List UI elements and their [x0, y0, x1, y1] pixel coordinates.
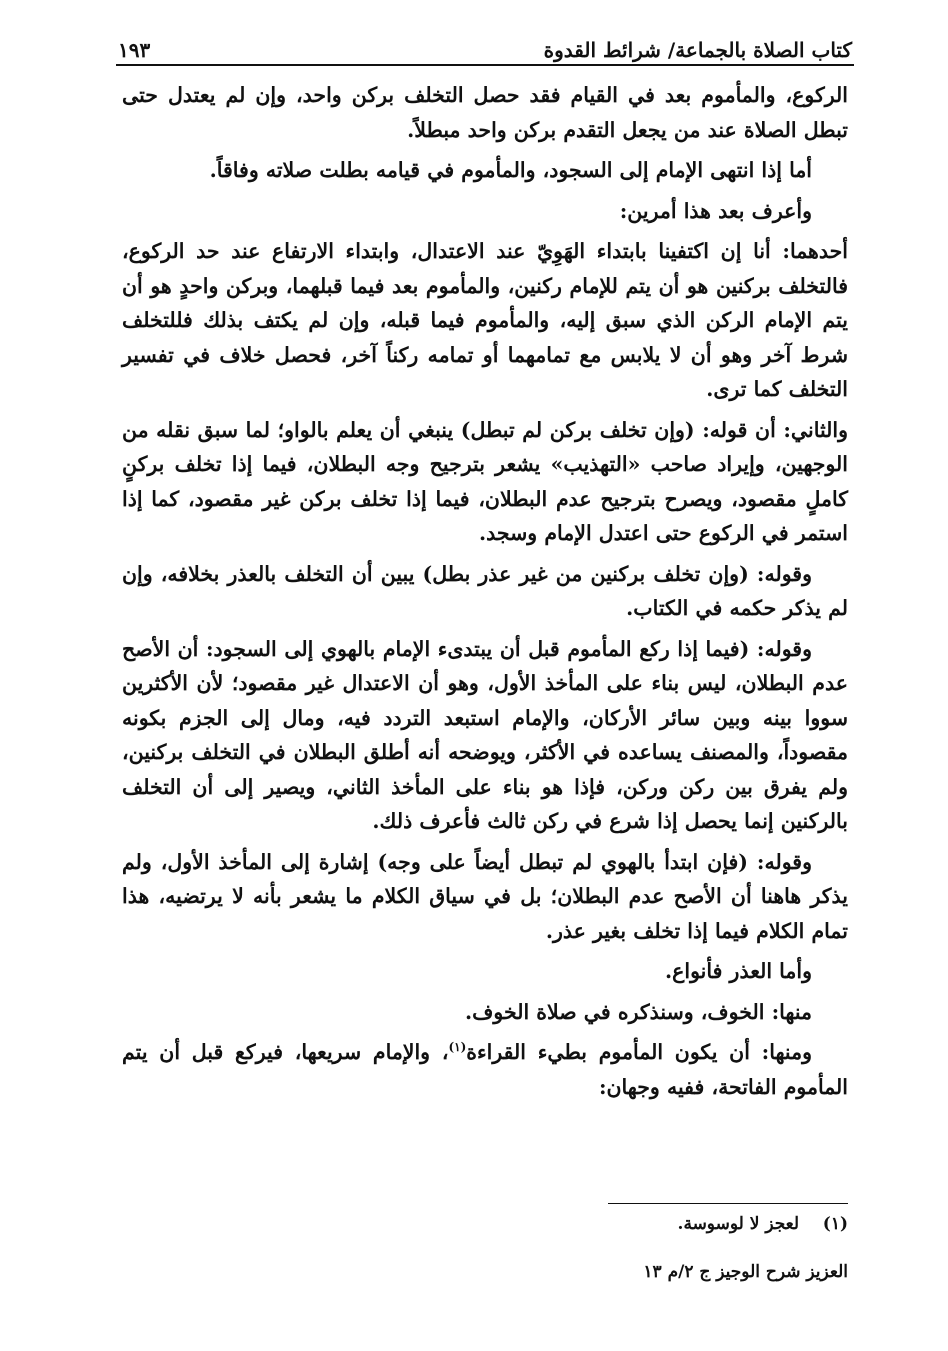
- paragraph: أما إذا انتهى الإمام إلى السجود، والمأموم في قيامه بطلت صلاته وفاقاً.: [209, 158, 812, 182]
- paragraph: وأعرف بعد هذا أمرين:: [619, 198, 812, 223]
- header-title: كتاب الصلاة بالجماعة/ شرائط القدوة: [543, 38, 852, 62]
- footnote-marker: (١): [822, 1214, 848, 1234]
- footnote: [122, 1214, 848, 1234]
- paragraph: وقوله: (فيما إذا ركع المأموم قبل أن يبتدىء الإمام بالهوي إلى السجود: أن الأصح عدم البطلان، ليس بناء على المأخذ الأول، وهو أن الاعتدال غير مقصود؛ لأن الأكثرين سووا بينه وبين سائر الأركان، والإمام استبعد التردد فيه، ومال إلى الجزم بكونه مقصوداً، والمصنف يساعده في الأكثر، ويوضحه أنه أطلق البطلان في التخلف بركنين، ولم يفرق بين ركن وركن، فإذا هو بناء على المأخذ الثاني، ويصير إلى أن التخلف بالركنين إنما يحصل إذا شرع في ركن ثالث فأعرف ذلك.: [122, 636, 848, 833]
- paragraph: ومنها: أن يكون المأموم بطيء القراءة$^{(١)}$، والإمام سريعها، فيركع قبل أن يتم المأموم الفاتحة، ففيه وجهان:: [122, 1040, 848, 1099]
- footnote-reference[interactable]: (١): [448, 1040, 467, 1055]
- page-footer: [122, 1262, 848, 1282]
- paragraph: وأما العذر فأنواع.: [665, 959, 812, 983]
- paragraph: منها: الخوف، وسنذكره في صلاة الخوف.: [465, 999, 812, 1024]
- header-rule: [116, 64, 854, 66]
- paragraph: الركوع، والمأموم بعد في القيام فقد حصل التخلف بركن واحد، وإن لم يعتدل حتى تبطل الصلاة عند من يجعل التقدم بركن واحد مبطلاً.: [122, 83, 848, 142]
- running-header: [118, 26, 852, 62]
- paragraph: وقوله: (وإن تخلف بركنين من غير عذر بطل) يبين أن التخلف بالعذر بخلافه، وإن لم يذكر حكمه في الكتاب.: [122, 561, 848, 620]
- paragraph: والثاني: أن قوله: (وإن تخلف بركن لم تبطل) ينبغي أن يعلم بالواو؛ لما سبق نقله من الوجهين، وإيراد صاحب «التهذيب» يشعر بترجيح وجه البطلان، فيما إذا تخلف بركنٍ كاملٍ مقصود، ويصرح بترجيح عدم البطلان، فيما إذا تخلف بركن غير مقصود، كما إذا استمر في الركوع حتى اعتدل الإمام وسجد.: [122, 417, 848, 545]
- paragraph-lead: والثاني:: [783, 417, 848, 442]
- page-number: ١٩٣: [118, 38, 151, 62]
- footnote-text: لعجز لا لوسوسة.: [677, 1214, 800, 1234]
- paragraph: وقوله: (فإن ابتدأ بالهوي لم تبطل أيضاً على وجه) إشارة إلى المأخذ الأول، ولم يذكر هاهنا أن الأصح عدم البطلان؛ بل في سياق الكلام ما يشعر بأنه لا يرتضيه، هذا تمام الكلام فيما إذا تخلف بغير عذر.: [122, 849, 848, 943]
- body-text: [122, 78, 848, 1110]
- footnote-rule: [608, 1203, 848, 1204]
- paragraph: أحدهما: أنا إن اكتفينا بابتداء الهَوِيّ عند الاعتدال، وابتداء الارتفاع عند حد الركوع، فالتخلف بركنين هو أن يتم للإمام ركنين، والمأموم بعد فيما قبلهما، وبركن واحدٍ هو أن يتم الإمام الركن الذي سبق إليه، والمأموم فيما قبله، وإن لم يكتف بذلك فللتخلف شرط آخر وهو أن لا يلابس مع تمامهما أو تمامه ركناً آخر، فحصل خلاف في تفسير التخلف كما ترى.: [122, 239, 848, 401]
- footer-signature: العزيز شرح الوجيز ج ٢/م ١٣: [643, 1262, 848, 1282]
- paragraph-lead: أحدهما:: [782, 239, 848, 263]
